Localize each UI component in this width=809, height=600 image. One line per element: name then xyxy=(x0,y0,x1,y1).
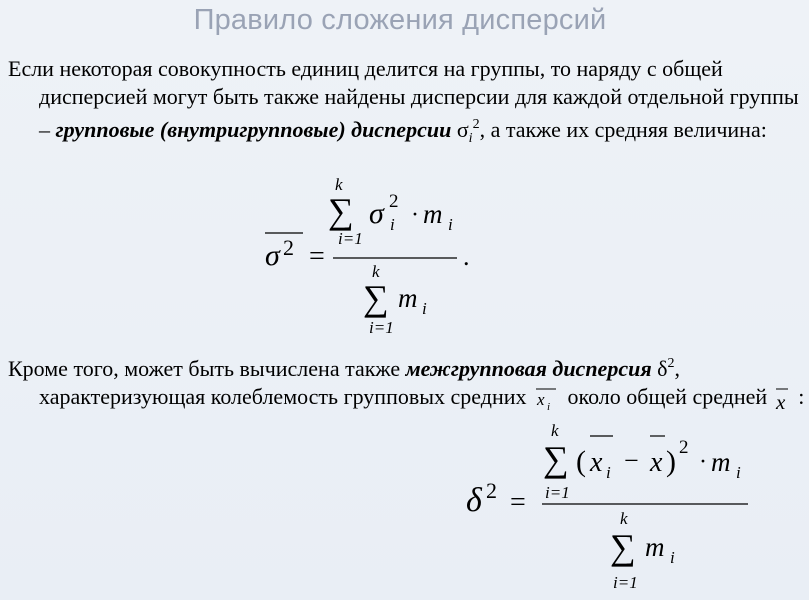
p1-sigma-sub: i xyxy=(468,131,473,146)
p1-text-a: Если некоторая совокупность единиц делится на группы, то наряду с общей дисперсией могут быть также найдены дисперсии для каждой отдельной группы – xyxy=(8,56,799,142)
num-sum-sign: ∑ xyxy=(328,191,354,231)
den-m-sub: i xyxy=(422,299,427,318)
p1-sigma-symbol: σ xyxy=(456,117,469,142)
f2-minus: − xyxy=(624,446,639,475)
f2-xi-sub: i xyxy=(606,463,611,482)
p2-text-b: , характеризующая колеблемость групповых средних xyxy=(39,356,681,410)
p1-sigma-sup: 2 xyxy=(472,117,480,132)
f2-delta: δ xyxy=(466,482,482,519)
den-sum-lower: i=1 xyxy=(369,318,394,337)
f2-x: x xyxy=(650,447,663,478)
f2-den-m: m xyxy=(645,532,665,562)
f2-num-sum-lower: i=1 xyxy=(545,483,570,502)
f2-den-sum-upper-k: k xyxy=(620,509,628,528)
xbar-x: x xyxy=(775,390,786,414)
p1-text-b: , а также их средняя величина: xyxy=(479,117,767,142)
group-mean-xi xyxy=(532,384,562,414)
f2-num-m-sub: i xyxy=(736,463,741,482)
den-m: m xyxy=(398,283,418,313)
f2-den-sum-lower: i=1 xyxy=(613,573,638,592)
num-sigma-sup: 2 xyxy=(389,191,399,212)
paragraph-group-variance xyxy=(8,55,809,153)
f2-sq: 2 xyxy=(679,437,689,458)
num-dot: · xyxy=(411,202,419,228)
p2-text-d: : xyxy=(792,384,805,410)
f2-num-sum-upper-k: k xyxy=(551,421,559,440)
xi-sub: i xyxy=(547,401,551,413)
overall-mean-x xyxy=(773,383,793,415)
slide-title: Правило сложения дисперсий xyxy=(193,4,607,36)
formula1-period: . xyxy=(463,242,470,271)
num-m-sub: i xyxy=(448,215,453,234)
lhs-sigma: σ xyxy=(265,239,280,272)
p1-term-group-variances: групповые (внутригрупповые) дисперсии xyxy=(55,117,452,142)
formula1-equals: = xyxy=(309,241,325,272)
num-sum-lower: i=1 xyxy=(338,229,363,248)
num-sum-upper-k: k xyxy=(335,175,343,194)
f2-lparen: ( xyxy=(576,445,586,478)
f2-den-sum-sign: ∑ xyxy=(610,527,636,567)
p2-text-a: Кроме того, может быть вычислена также xyxy=(8,356,406,381)
p2-delta-sup: 2 xyxy=(667,356,675,371)
den-sum-sign: ∑ xyxy=(363,278,389,318)
p2-text-c: около общей средней xyxy=(562,384,773,410)
f2-num-m: m xyxy=(711,447,731,477)
f2-rparen: ) xyxy=(666,445,676,478)
f2-xi: x xyxy=(590,447,603,478)
num-m: m xyxy=(423,199,443,229)
f2-equals: = xyxy=(510,487,526,518)
f2-num-sum-sign: ∑ xyxy=(543,439,569,479)
num-sigma: σ xyxy=(369,197,384,230)
f2-delta-exp: 2 xyxy=(486,478,497,503)
paragraph-intergroup-variance xyxy=(8,350,809,415)
lhs-exp: 2 xyxy=(283,235,294,260)
formula-mean-group-variance xyxy=(255,170,485,345)
p2-delta-symbol: δ xyxy=(657,356,668,381)
num-sigma-sub: i xyxy=(390,215,395,234)
f2-dot: · xyxy=(699,449,707,475)
xi-x: x xyxy=(537,390,545,409)
den-sum-upper-k: k xyxy=(372,262,380,281)
p2-term-intergroup-variance: межгрупповая дисперсия xyxy=(405,356,652,381)
formula-intergroup-variance xyxy=(460,416,760,600)
f2-den-m-sub: i xyxy=(670,548,675,567)
